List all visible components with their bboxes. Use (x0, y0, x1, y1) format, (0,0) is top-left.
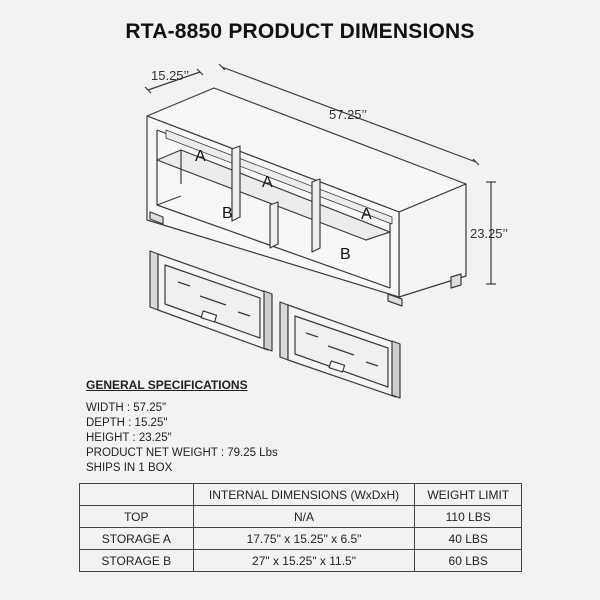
shelf-label-b-right: B (340, 246, 351, 263)
glass-door-left (150, 251, 272, 351)
table-row (80, 506, 522, 528)
table-header-cell (80, 484, 194, 506)
depth-label: 15.25’’ (151, 68, 190, 83)
dimensions-table (79, 483, 522, 572)
table-header-cell: WEIGHT LIMIT (415, 484, 522, 506)
general-specifications (86, 378, 406, 476)
spec-depth: DEPTH : 15.25" (86, 417, 168, 429)
width-label: 57.25’’ (329, 107, 368, 122)
spec-ships: SHIPS IN 1 BOX (86, 462, 173, 474)
shelf-label-a-right: A (361, 206, 372, 223)
table-cell: 17.75" x 15.25" x 6.5" (193, 528, 415, 550)
height-label: 23.25’’ (470, 226, 509, 241)
table-cell: 110 LBS (415, 506, 522, 528)
table-row (80, 528, 522, 550)
table-cell: STORAGE A (80, 528, 194, 550)
table-row (80, 550, 522, 572)
shelf-label-b-left: B (222, 205, 233, 222)
shelf-label-a-center: A (262, 174, 273, 191)
table-cell: N/A (193, 506, 415, 528)
table-cell: TOP (80, 506, 194, 528)
table-cell: 60 LBS (415, 550, 522, 572)
table-cell: 27" x 15.25" x 11.5" (193, 550, 415, 572)
table-cell: STORAGE B (80, 550, 194, 572)
page-title: RTA-8850 PRODUCT DIMENSIONS (125, 20, 475, 43)
shelf-label-a-left: A (195, 148, 206, 165)
spec-width: WIDTH : 57.25" (86, 402, 167, 414)
table-header-row (80, 484, 522, 506)
spec-height: HEIGHT : 23.25" (86, 432, 172, 444)
table-cell: 40 LBS (415, 528, 522, 550)
table-header-cell: INTERNAL DIMENSIONS (WxDxH) (193, 484, 415, 506)
specs-heading: GENERAL SPECIFICATIONS (86, 378, 248, 392)
spec-net-weight: PRODUCT NET WEIGHT : 79.25 Lbs (86, 447, 278, 459)
